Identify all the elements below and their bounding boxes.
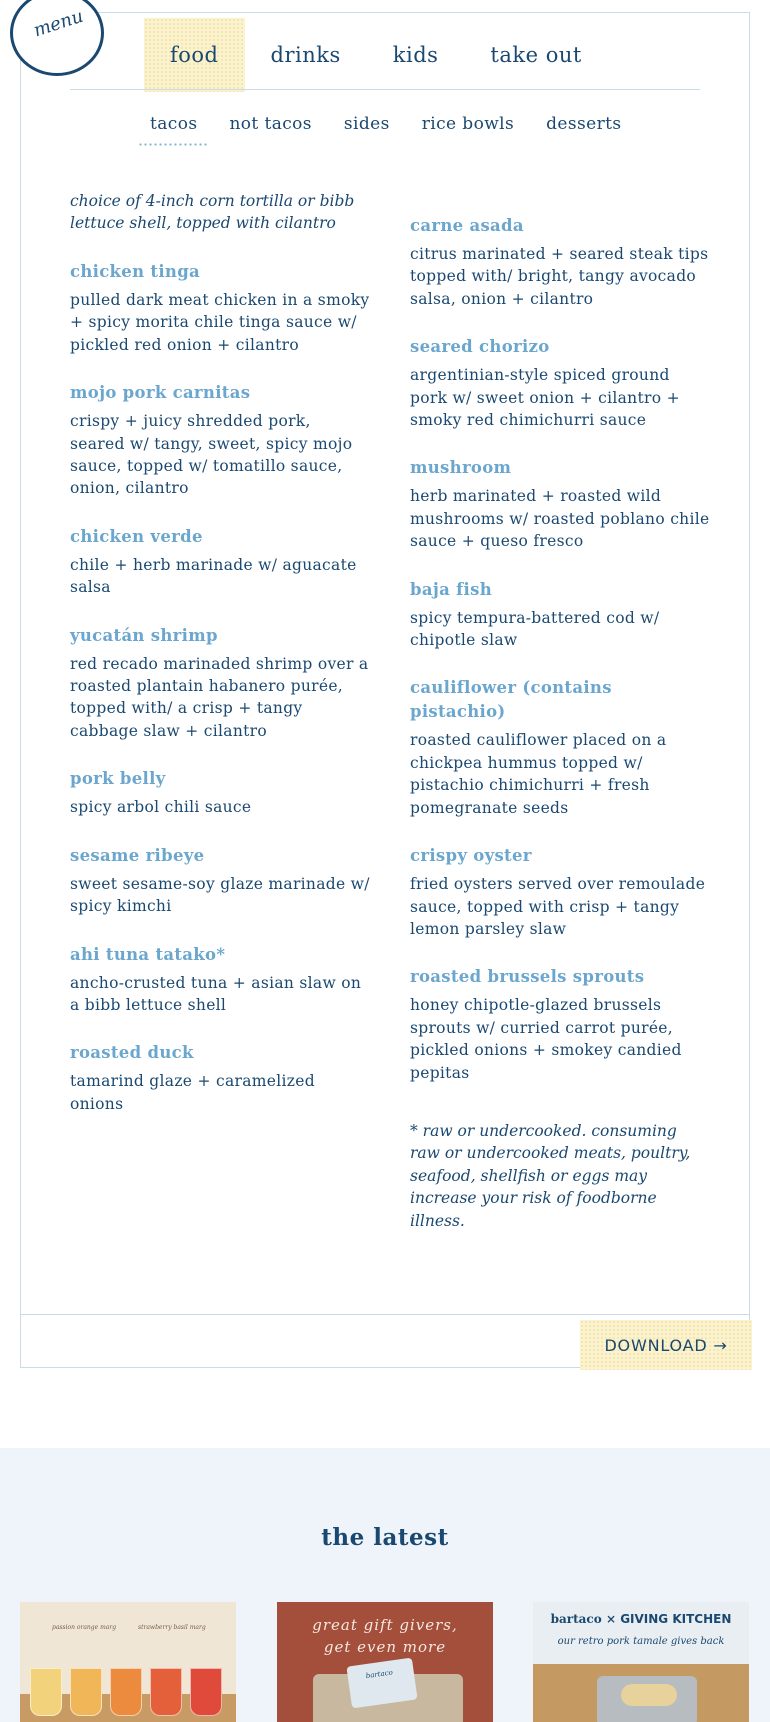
subtab-rice-bowls[interactable]: rice bowls bbox=[421, 114, 515, 134]
gift-card-brand: bartaco bbox=[365, 1668, 394, 1681]
download-button[interactable]: DOWNLOAD → bbox=[580, 1320, 752, 1370]
card-logo bbox=[533, 1612, 749, 1626]
nav-divider bbox=[70, 89, 700, 90]
item-description: spicy tempura-battered cod w/ chipotle slaw bbox=[410, 608, 660, 650]
item-name: seared chorizo bbox=[410, 337, 550, 357]
item-description: argentinian-style spiced ground pork w/ sweet onion + cilantro + smoky red chimichurri sauce bbox=[410, 366, 680, 430]
item-name: chicken tinga bbox=[70, 262, 201, 281]
download-divider bbox=[20, 1314, 750, 1315]
top-nav bbox=[144, 18, 608, 92]
glass-icon bbox=[30, 1668, 62, 1716]
menu-item bbox=[410, 335, 710, 431]
tab-food[interactable]: food bbox=[144, 18, 245, 92]
menu-item bbox=[410, 844, 710, 940]
tamale-icon bbox=[621, 1684, 677, 1706]
menu-item bbox=[70, 260, 370, 356]
menu-item bbox=[70, 525, 370, 599]
menu-stamp-text: menu bbox=[31, 5, 86, 42]
item-name: crispy oyster bbox=[410, 846, 532, 866]
item-description: herb marinated + roasted wild mushrooms w/ roasted poblano chile sauce + queso fresco bbox=[410, 487, 710, 551]
item-description: pulled dark meat chicken in a smoky + spicy morita chile tinga sauce w/ pickled red onion + cilantro bbox=[70, 291, 370, 354]
item-description: red recado marinaded shrimp over a roasted plantain habanero purée, topped with/ a crisp + tangy cabbage slaw + cilantro bbox=[70, 654, 369, 740]
card-headline: get even more bbox=[323, 1638, 447, 1656]
glass-icon bbox=[110, 1668, 142, 1716]
subtab-tacos[interactable]: tacos bbox=[134, 110, 213, 148]
menu-item bbox=[70, 1041, 370, 1115]
item-name: mojo pork carnitas bbox=[70, 383, 251, 403]
card-tagline: our retro pork tamale gives back bbox=[557, 1636, 725, 1647]
item-description: roasted cauliflower placed on a chickpea hummus topped w/ pistachio chimichurri + fresh pomegranate seeds bbox=[410, 731, 667, 817]
menu-item bbox=[70, 767, 370, 818]
subtab-desserts[interactable]: desserts bbox=[546, 114, 622, 134]
latest-section bbox=[0, 1448, 770, 1722]
item-description: spicy arbol chili sauce bbox=[70, 798, 252, 817]
item-description: honey chipotle-glazed brussels sprouts w/ curried carrot purée, pickled onions + smokey candied pepitas bbox=[410, 996, 682, 1082]
glass-icon bbox=[190, 1668, 222, 1716]
item-description: sweet sesame-soy glaze marinade w/ spicy kimchi bbox=[70, 874, 370, 916]
menu-column-left bbox=[70, 190, 370, 1140]
menu-item bbox=[70, 381, 370, 500]
menu-intro: choice of 4-inch corn tortilla or bibb lettuce shell, topped with cilantro bbox=[70, 192, 355, 232]
menu-item bbox=[410, 965, 710, 1084]
latest-title: the latest bbox=[321, 1524, 449, 1551]
card-caption: passion orange marg bbox=[52, 1624, 117, 1631]
raw-food-disclaimer: * raw or undercooked. consuming raw or undercooked meats, poultry, seafood, shellfish or eggs may increase your risk of foodborne illness. bbox=[410, 1121, 691, 1230]
menu-item bbox=[410, 578, 710, 652]
menu-item bbox=[410, 676, 710, 819]
item-name: cauliflower (contains pistachio) bbox=[410, 678, 612, 722]
item-description: citrus marinated + seared steak tips topped with/ bright, tangy avocado salsa, onion + cilantro bbox=[410, 245, 709, 308]
menu-item bbox=[410, 214, 710, 310]
latest-card-margaritas[interactable] bbox=[20, 1602, 236, 1722]
subtab-not-tacos[interactable]: not tacos bbox=[229, 114, 312, 134]
latest-card-gift-cards[interactable] bbox=[277, 1602, 493, 1722]
item-description: tamarind glaze + caramelized onions bbox=[70, 1072, 315, 1113]
tab-take-out[interactable]: take out bbox=[490, 43, 582, 67]
item-name: mushroom bbox=[410, 458, 512, 478]
item-name: chicken verde bbox=[70, 526, 203, 546]
times-sign: × bbox=[605, 1612, 616, 1626]
menu-item bbox=[70, 624, 370, 743]
latest-card-giving-kitchen[interactable] bbox=[533, 1602, 749, 1722]
menu-column-right bbox=[410, 214, 710, 1232]
item-name: yucatán shrimp bbox=[70, 625, 218, 645]
item-name: baja fish bbox=[410, 579, 492, 599]
menu-item bbox=[410, 456, 710, 552]
tab-drinks[interactable]: drinks bbox=[270, 43, 341, 67]
subtab-sides[interactable]: sides bbox=[343, 114, 390, 134]
item-description: fried oysters served over remoulade sauce, topped with crisp + tangy lemon parsley slaw bbox=[410, 875, 706, 938]
partner-logo: GIVING KITCHEN bbox=[620, 1612, 732, 1626]
item-name: roasted duck bbox=[70, 1043, 194, 1063]
item-description: crispy + juicy shredded pork, seared w/ tangy, sweet, spicy mojo sauce, topped w/ tomatillo sauce, onion, cilantro bbox=[70, 412, 353, 498]
item-name: roasted brussels sprouts bbox=[410, 967, 645, 987]
item-name: pork belly bbox=[70, 769, 166, 789]
sub-nav bbox=[134, 110, 637, 148]
card-headline: great gift givers, bbox=[312, 1616, 458, 1634]
menu-item bbox=[70, 943, 370, 1017]
item-name: ahi tuna tatako* bbox=[70, 944, 226, 964]
item-name: carne asada bbox=[410, 216, 524, 235]
item-description: chile + herb marinade w/ aguacate salsa bbox=[70, 555, 357, 597]
glass-icon bbox=[70, 1668, 102, 1716]
tab-kids[interactable]: kids bbox=[392, 43, 439, 67]
glass-icon bbox=[150, 1668, 182, 1716]
menu-item bbox=[70, 844, 370, 918]
brand-logo: bartaco bbox=[550, 1612, 602, 1626]
item-description: ancho-crusted tuna + asian slaw on a bibb lettuce shell bbox=[70, 973, 362, 1014]
item-name: sesame ribeye bbox=[70, 845, 205, 865]
card-caption: strawberry basil marg bbox=[138, 1624, 206, 1631]
